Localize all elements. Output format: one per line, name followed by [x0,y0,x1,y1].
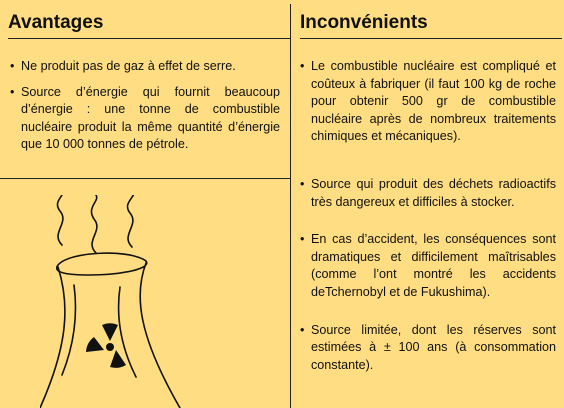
bullet-icon: • [300,232,305,247]
bullet-icon: • [300,59,305,73]
list-item-text: Source d’énergie qui fournit beaucoup d’énergie : une tonne de combustible nucléaire produit la même quantité d’énergie que 10 000 tonnes de pétrole. [21,84,280,152]
nuclear-cooling-tower-icon [40,195,190,408]
list-item [300,58,556,146]
list-item-text: Source limitée, dont les réserves sont estimées à ± 100 ans (à consommation constante). [311,322,556,372]
advantages-title: Avantages [8,8,290,39]
column-divider [290,4,291,408]
list-item [300,322,556,375]
list-item-text: Le combustible nucléaire est compliqué et coûteux à fabriquer (il faut 100 kg de roche pour obtenir 500 gr de combustible nucléaire après de nombreux traitements chimiques et mécaniques). [311,59,556,144]
advantages-list [10,58,280,154]
list-item-text: Ne produit pas de gaz à effet de serre. [21,59,236,73]
bullet-icon: • [300,322,305,337]
list-item [10,84,280,154]
list-item-text: En cas d’accident, les conséquences sont dramatiques et difficilement maîtrisables (comme l’ont montré les accidents deTchernobyl et de Fukushima). [311,232,556,299]
list-item [10,58,280,76]
disadvantages-column [292,0,564,408]
divider [0,178,290,179]
list-item [300,231,556,301]
bullet-icon: • [300,176,305,191]
list-item-text: Source qui produit des déchets radioactifs très dangereux et difficiles à stocker. [311,176,556,209]
bullet-icon: • [10,84,15,99]
bullet-icon: • [10,59,15,73]
disadvantages-list [300,58,556,374]
list-item [300,176,556,211]
disadvantages-title: Inconvénients [300,8,562,39]
